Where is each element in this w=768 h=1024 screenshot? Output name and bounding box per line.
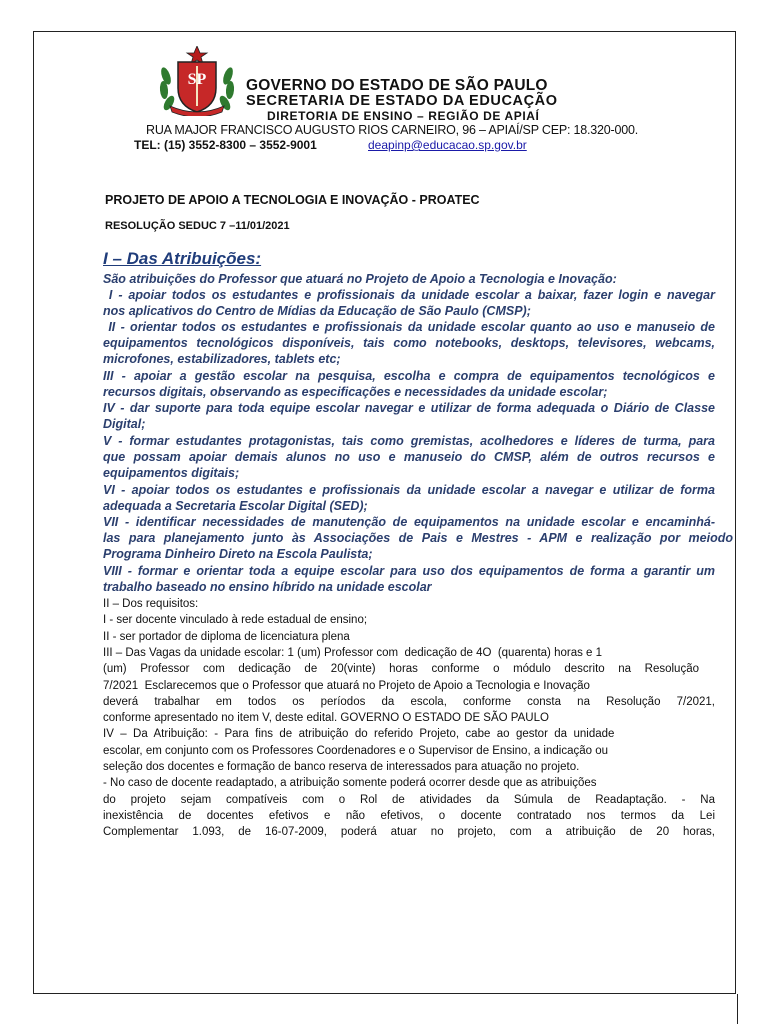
body-line: III - apoiar a gestão escolar na pesquisa, escolha e compra de equipamentos tecnológicos e: [103, 369, 715, 383]
body-line: (um) Professor com dedicação de 20(vinte) horas conforme o módulo descrito na Resolução: [103, 663, 699, 675]
body-line: 7/2021 Esclarecemos que o Professor que atuará no Projeto de Apoio a Tecnologia e Inovação: [103, 680, 590, 692]
body-line: Complementar 1.093, de 16-07-2009, poderá atuar no projeto, com a atribuição de 20 horas,: [103, 826, 715, 838]
body-line: do projeto sejam compatíveis com o Rol de atividades da Súmula de Readaptação. - Na: [103, 794, 715, 806]
body-line: Digital;: [103, 417, 146, 431]
page-edge: [737, 994, 738, 1024]
project-title: PROJETO DE APOIO A TECNOLOGIA E INOVAÇÃO - PROATEC: [105, 193, 480, 207]
body-line: deverá trabalhar em todos os períodos da escola, conforme consta na Resolução 7/2021,: [103, 696, 715, 708]
body-line: V - formar estudantes protagonistas, tais como gremistas, acolhedores e líderes de turma, para: [103, 434, 715, 448]
body-line: Programa Dinheiro Direto na Escola Paulista;: [103, 547, 373, 561]
body-line: VIII - formar e orientar toda a equipe escolar para uso dos equipamentos de forma a garantir um: [103, 564, 715, 578]
body-line: seleção dos docentes e formação de banco reserva de interessados para atuação no projeto.: [103, 761, 580, 773]
body-line: I - apoiar todos os estudantes e profissionais da unidade escolar a baixar, fazer login e navegar: [103, 288, 715, 302]
body-line: las para planejamento junto às Associações de Pais e Mestres - APM e realização por meiodo: [103, 531, 733, 545]
resolution-reference: RESOLUÇÃO SEDUC 7 –11/01/2021: [105, 220, 290, 232]
body-line: VII - identificar necessidades de manutenção de equipamentos na unidade escolar e encaminhá-: [103, 515, 715, 529]
header-address: RUA MAJOR FRANCISCO AUGUSTO RIOS CARNEIRO, 96 – APIAÍ/SP CEP: 18.320-000.: [146, 123, 639, 137]
section-title: I – Das Atribuições:: [103, 249, 262, 268]
body-line: - No caso de docente readaptado, a atribuição somente poderá ocorrer desde que as atribuições: [103, 777, 597, 789]
body-line: trabalho baseado no ensino híbrido na unidade escolar: [103, 580, 432, 594]
header-diretoria: DIRETORIA DE ENSINO – REGIÃO DE APIAÍ: [267, 109, 540, 123]
body-line: São atribuições do Professor que atuará no Projeto de Apoio a Tecnologia e Inovação:: [103, 272, 617, 286]
header-government: GOVERNO DO ESTADO DE SÃO PAULO: [246, 77, 548, 94]
body-line: III – Das Vagas da unidade escolar: 1 (um) Professor com dedicação de 4O (quarenta) horas e 1: [103, 647, 603, 659]
body-line: escolar, em conjunto com os Professores Coordenadores e o Supervisor de Ensino, a indicação ou: [103, 745, 609, 757]
body-line: que possam apoiar demais alunos no uso e manuseio do CMSP, além de outros recursos e: [103, 450, 715, 464]
body-line: conforme apresentado no item V, deste edital. GOVERNO O ESTADO DE SÃO PAULO: [103, 712, 549, 724]
body-line: II - orientar todos os estudantes e profissionais da unidade escolar quanto ao uso e manuseio de: [103, 320, 715, 334]
body-line: nos aplicativos do Centro de Mídias da Educação de São Paulo (CMSP);: [103, 304, 531, 318]
header-secretaria: SECRETARIA DE ESTADO DA EDUCAÇÃO: [246, 93, 558, 109]
header-email-link[interactable]: deapinp@educacao.sp.gov.br: [368, 138, 527, 152]
header-phone: TEL: (15) 3552-8300 – 3552-9001: [134, 138, 317, 152]
body-line: inexistência de docentes efetivos e não efetivos, o docente contratado nos termos da Lei: [103, 810, 715, 822]
seal-letters: SP: [187, 71, 207, 88]
body-line: IV - dar suporte para toda equipe escolar navegar e utilizar de forma adequada o Diário de Classe: [103, 401, 715, 415]
body-line: microfones, estabilizadores, tablets etc;: [103, 352, 341, 366]
body-line: VI - apoiar todos os estudantes e profissionais da unidade escolar a navegar e utilizar de forma: [103, 483, 715, 497]
body-line: IV – Da Atribuição: - Para fins de atribuição do referido Projeto, cabe ao gestor da unidade: [103, 728, 615, 740]
body-line: II – Dos requisitos:: [103, 598, 199, 610]
body-line: adequada a Secretaria Escolar Digital (SED);: [103, 499, 368, 513]
state-seal-icon: [156, 46, 238, 116]
body-line: equipamentos digitais;: [103, 466, 240, 480]
body-line: equipamentos tecnológicos disponíveis, tais como notebooks, desktops, televisores, webcams,: [103, 336, 715, 350]
body-line: recursos digitais, observando as especificações e necessidades da unidade escolar;: [103, 385, 608, 399]
body-line: I - ser docente vinculado à rede estadual de ensino;: [103, 614, 368, 626]
body-line: II - ser portador de diploma de licenciatura plena: [103, 631, 350, 643]
